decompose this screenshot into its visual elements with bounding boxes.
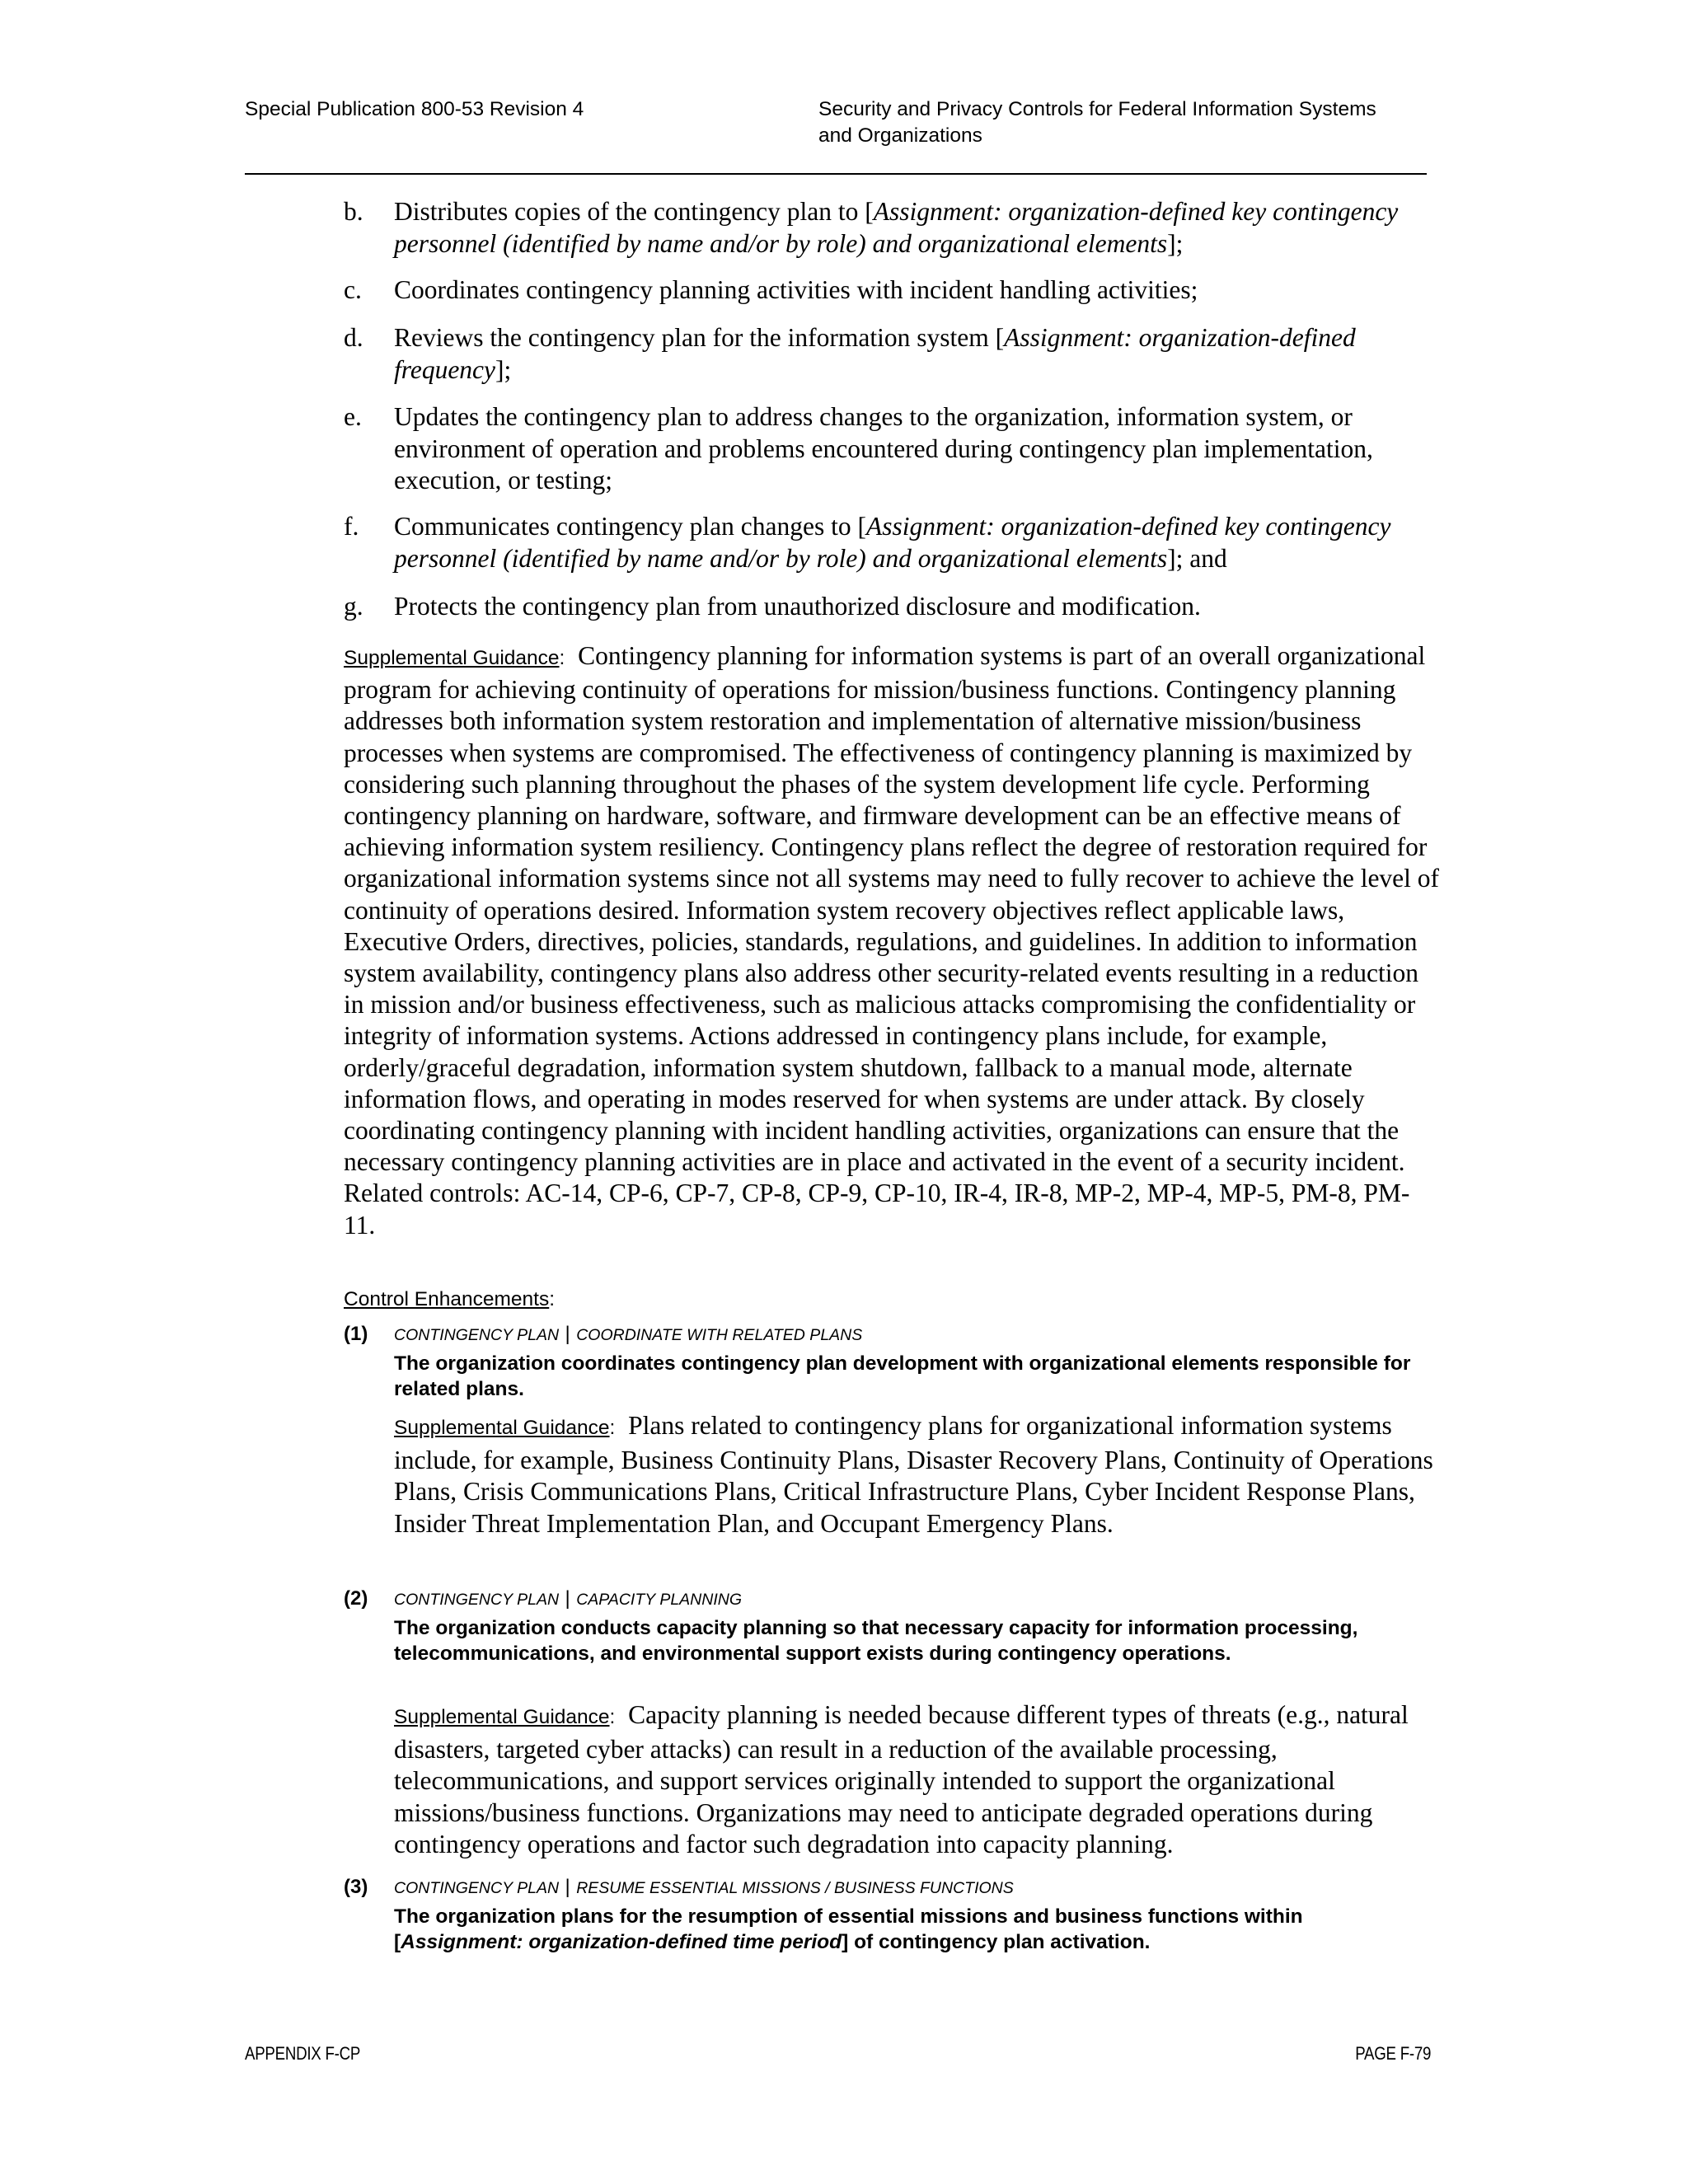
enhancement-number: (3) <box>344 1876 368 1898</box>
header-rule <box>245 173 1427 175</box>
enhancement-title: CONTINGENCY PLAN | RESUME ESSENTIAL MISSIONS / BUSINESS FUNCTIONS <box>394 1876 1014 1898</box>
supplemental-guidance-text: Contingency planning for information systems is part of an overall organizational program for achieving continuity of operations for mission/business functions. Contingency planning addresses both information system restoration and implementation of alternative mission/business processes when systems are compromised. The effectiveness of contingency planning is maximized by considering such planning throughout the phases of the system development life cycle. Performing contingency planning on hardware, software, and firmware development can be an effective means of achieving information system resiliency. Contingency plans reflect the degree of restoration required for organizational information systems since not all systems may need to fully recover to achieve the level of continuity of operations desired. Information system recovery objectives reflect applicable laws, Executive Orders, directives, policies, standards, regulations, and guidelines. In addition to information system availability, contingency plans also address other security-related events resulting in a reduction in mission and/or business effectiveness, such as malicious attacks compromising the confidentiality or integrity of information systems. Actions addressed in contingency plans include, for example, orderly/graceful degradation, information system shutdown, fallback to a manual mode, alternate information flows, and operating in modes reserved for when systems are under attack. By closely coordinating contingency planning with incident handling activities, organizations can ensure that the necessary contingency planning activities are in place and activated in the event of a security incident. Related controls: AC-14, CP-6, CP-7, CP-8, CP-9, CP-10, IR-4, IR-8, MP-2, MP-4, MP-5, PM-8, PM-11. <box>344 641 1440 1240</box>
enhancement-number: (2) <box>344 1587 368 1610</box>
enhancement-statement: The organization conducts capacity planning so that necessary capacity for information processing, telecommunications, and environmental support exists during contingency operations. <box>394 1617 1358 1665</box>
item-text: Distributes copies of the contingency plan to [Assignment: organization-defined key contingency personnel (identified by name and/or by role) and organizational elements]; <box>394 197 1399 258</box>
header-document-title <box>818 96 1376 149</box>
supplemental-guidance-label: Supplemental Guidance <box>344 647 560 669</box>
enhancement-guidance: Supplemental Guidance: Plans related to contingency plans for organizational information systems include, for example, Business Continuity Plans, Disaster Recovery Plans, Continuity of Operations Plans, Crisis Communications Plans, Critical Infrastructure Plans, Cyber Incident Response Plans, Insider Threat Implementation Plan, and Occupant Emergency Plans. <box>394 1411 1433 1538</box>
item-text: Coordinates contingency planning activities with incident handling activities; <box>394 275 1198 304</box>
enhancement-title: CONTINGENCY PLAN | CAPACITY PLANNING <box>394 1587 743 1610</box>
footer-appendix: APPENDIX F-CP <box>245 2043 361 2064</box>
header-title-line2: and Organizations <box>818 124 982 147</box>
footer-page-number: PAGE F-79 <box>1355 2043 1431 2064</box>
item-letter: g. <box>344 592 363 621</box>
item-letter: d. <box>344 323 363 352</box>
control-enhancements-heading: Control Enhancements: <box>344 1288 556 1310</box>
item-letter: f. <box>344 512 359 541</box>
item-letter: c. <box>344 275 362 304</box>
header-title-line1: Security and Privacy Controls for Federal Information Systems <box>818 98 1376 120</box>
supplemental-guidance: Supplemental Guidance: Contingency planning for information systems is part of an overall organizational program for achieving continuity of operations for mission/business functions. Contingency planning addresses both information system restoration and implementation of alternative mission/business processes when systems are compromised. The effectiveness of contingency planning is maximized by considering such planning throughout the phases of the system development life cycle. Performing contingency planning on hardware, software, and firmware development can be an effective means of achieving information system resiliency. Contingency plans reflect the degree of restoration required for organizational information systems since not all systems may need to fully recover to achieve the level of continuity of operations desired. Information system recovery objectives reflect applicable laws, Executive Orders, directives, policies, standards, regulations, and guidelines. In addition to information system availability, contingency plans also address other security-related events resulting in a reduction in mission and/or business effectiveness, such as malicious attacks compromising the confidentiality or integrity of information systems. Actions addressed in contingency plans include, for example, orderly/graceful degradation, information system shutdown, fallback to a manual mode, alternate information flows, and operating in modes reserved for when systems are under attack. By closely coordinating contingency planning with incident handling activities, organizations can ensure that the necessary contingency planning activities are in place and activated in the event of a security incident. Related controls: AC-14, CP-6, CP-7, CP-8, CP-9, CP-10, IR-4, IR-8, MP-2, MP-4, MP-5, PM-8, PM-11. <box>344 641 1440 1240</box>
enhancement-statement: The organization coordinates contingency plan development with organizational elements responsible for related plans. <box>394 1352 1411 1400</box>
enhancement-statement: The organization plans for the resumption of essential missions and business functions within [Assignment: organization-defined time period] of contingency plan activation. <box>394 1905 1303 1953</box>
header-publication: Special Publication 800-53 Revision 4 <box>245 98 584 120</box>
enhancement-number: (1) <box>344 1323 368 1345</box>
item-text: Reviews the contingency plan for the information system [Assignment: organization-defined frequency]; <box>394 323 1356 384</box>
enhancement-guidance: Supplemental Guidance: Capacity planning is needed because different types of threats (e.g., natural disasters, targeted cyber attacks) can result in a reduction of the available processing, telecommunications, and support services originally intended to support the organizational missions/business functions. Organizations may need to anticipate degraded operations during contingency operations and factor such degradation into capacity planning. <box>394 1700 1409 1858</box>
item-text: Protects the contingency plan from unauthorized disclosure and modification. <box>394 592 1201 621</box>
item-letter: e. <box>344 402 362 431</box>
enhancement-title: CONTINGENCY PLAN | COORDINATE WITH RELATED PLANS <box>394 1323 863 1345</box>
item-text: Communicates contingency plan changes to [Assignment: organization-defined key contingency personnel (identified by name and/or by role) and organizational elements]; and <box>394 512 1391 573</box>
item-text: Updates the contingency plan to address changes to the organization, information system, or environment of operation and problems encountered during contingency plan implementation, execution, or testing; <box>394 402 1373 494</box>
item-letter: b. <box>344 197 363 226</box>
